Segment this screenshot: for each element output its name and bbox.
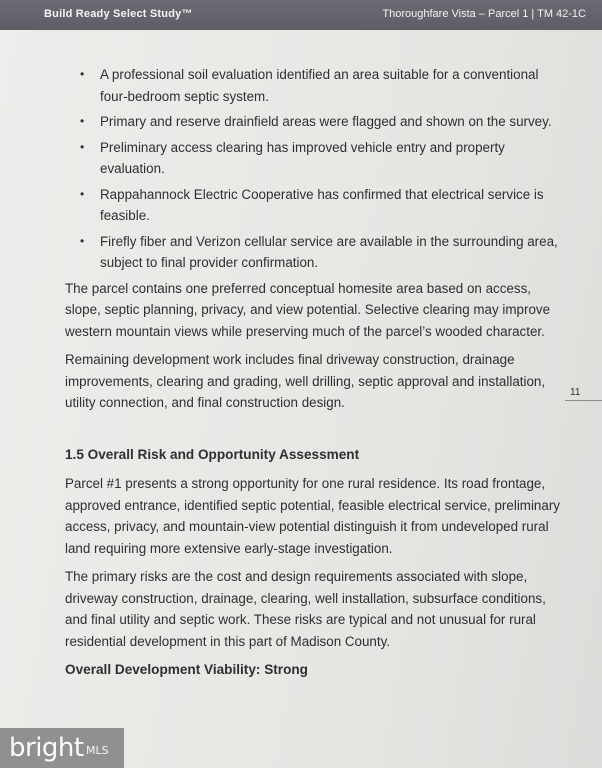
page-number: 11 — [570, 387, 581, 398]
bullet-text: Preliminary access clearing has improved vehicle entry and property evaluation. — [100, 139, 505, 176]
document-page — [0, 30, 602, 768]
bullet-item — [65, 137, 560, 180]
bullet-text: Rappahannock Electric Cooperative has confirmed that electrical service is feasible. — [100, 186, 544, 223]
page-content — [65, 64, 560, 681]
page-number-rule — [565, 400, 602, 401]
bullet-text: A professional soil evaluation identified an area suitable for a conventional four-bedroom septic system. — [100, 67, 539, 104]
bullet-icon: • — [80, 186, 85, 201]
opportunity-paragraph: Parcel #1 presents a strong opportunity for one rural residence. Its road frontage, approved entrance, identified septic potential, feasible electrical service, preliminary access, privacy, and mountain-view potential distinguish it from undeveloped rural land requiring more extensive early-stage investigation. — [65, 476, 560, 556]
section-heading: 1.5 Overall Risk and Opportunity Assessment — [65, 446, 360, 462]
study-title: Build Ready Select Study™ — [44, 8, 193, 20]
risks-paragraph: The primary risks are the cost and design requirements associated with slope, driveway construction, drainage, clearing, well installation, subsurface conditions, and final utility and septic work. These risks are typical and not unusual for rural residential development in this part of Madison County. — [65, 569, 546, 649]
bullet-item — [65, 111, 560, 133]
bullet-icon: • — [80, 67, 85, 81]
bullet-item — [65, 64, 560, 107]
document-header — [0, 0, 602, 30]
bullet-item — [65, 184, 560, 227]
bullet-text: Firefly fiber and Verizon cellular service are available in the surrounding area, subject to final provider confirmation. — [100, 233, 558, 270]
remaining-work-paragraph: Remaining development work includes final driveway construction, drainage improvements, clearing and grading, well drilling, septic approval and installation, utility connection, and final construction design. — [65, 352, 546, 410]
bright-mls-watermark — [0, 728, 124, 768]
viability-heading: Overall Development Viability: Strong — [65, 662, 308, 677]
bullet-icon: • — [80, 114, 85, 128]
bullet-item — [65, 231, 560, 274]
bullet-text: Primary and reserve drainfield areas were flagged and shown on the survey. — [100, 114, 552, 129]
bullet-icon: • — [80, 139, 85, 154]
bullet-icon: • — [80, 233, 85, 248]
bullet-list — [65, 64, 560, 274]
watermark-suffix: MLS — [86, 744, 109, 757]
homesite-paragraph: The parcel contains one preferred conceptual homesite area based on access, slope, septic planning, privacy, and view potential. Selective clearing may improve western mountain views while preserving much of the parcel’s wooded character. — [65, 280, 551, 339]
parcel-title: Thoroughfare Vista – Parcel 1 | TM 42-1C — [382, 8, 586, 20]
watermark-brand: bright — [9, 733, 84, 763]
